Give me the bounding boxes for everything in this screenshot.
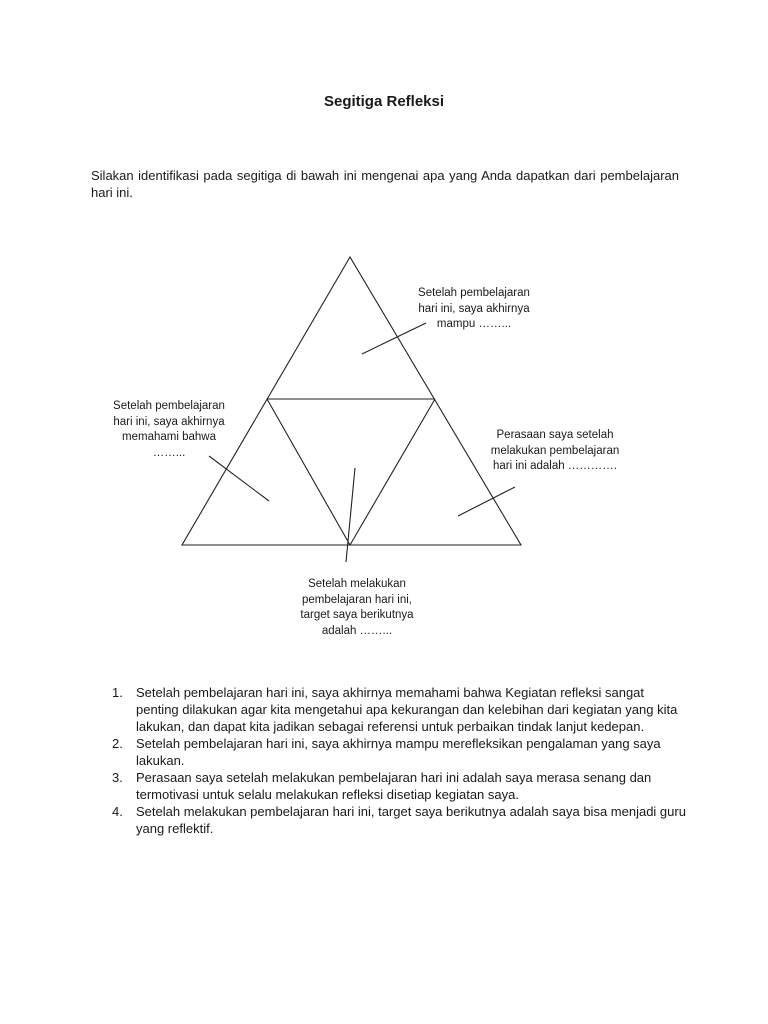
label-top-line: hari ini, saya akhirnya: [418, 302, 530, 315]
page-title: Segitiga Refleksi: [323, 93, 445, 110]
list-item-text: Setelah pembelajaran hari ini, saya akhirnya memahami bahwa Kegiatan refleksi sangat penting dilakukan agar kita mengetahui apa kekurangan dan kelebihan dari kegiatan yang kita lakukan, dan dapat kita jadikan sebagai referensi untuk perbaikan tindak lanjut kedepan.: [136, 685, 678, 734]
inner-triangle-left-edge: [267, 399, 350, 545]
label-bottom-section: [287, 577, 427, 639]
list-item-number: 1.: [112, 685, 123, 700]
label-left-line: Setelah pembelajaran: [113, 400, 225, 412]
list-item: [108, 684, 688, 735]
list-item-text: Setelah pembelajaran hari ini, saya akhirnya mampu merefleksikan pengalaman yang saya lakukan.: [136, 736, 661, 768]
label-bottom-line: pembelajaran hari ini,: [302, 593, 412, 606]
list-item: [108, 769, 688, 803]
inner-triangle-right-edge: [350, 399, 435, 545]
list-item: [108, 735, 688, 769]
label-top-section: [404, 286, 544, 333]
pointer-right: [458, 487, 515, 516]
label-left-line: memahami bahwa: [122, 431, 216, 443]
label-right-line: Perasaan saya setelah: [496, 429, 614, 441]
list-item-number: 3.: [112, 770, 123, 785]
label-bottom-line: target saya berikutnya: [300, 609, 414, 621]
list-item: [108, 803, 688, 837]
label-right-section: [480, 428, 630, 475]
label-bottom-line: adalah ……...: [321, 624, 393, 637]
list-item-text: Perasaan saya setelah melakukan pembelajaran hari ini adalah saya merasa senang dan termotivasi untuk selalu melakukan refleksi disetiap kegiatan saya.: [136, 770, 652, 802]
label-bottom-line: Setelah melakukan: [308, 578, 406, 590]
list-item-number: 4.: [112, 804, 123, 819]
pointer-bottom: [346, 468, 355, 562]
list-item-text: Setelah melakukan pembelajaran hari ini, target saya berikutnya adalah saya bisa menjadi guru yang reflektif.: [136, 804, 686, 836]
answers-list: [108, 684, 688, 837]
pointer-left: [209, 456, 269, 501]
label-left-line: ……...: [152, 446, 186, 459]
label-left-section: [98, 399, 240, 461]
label-top-line: mampu ……...: [436, 318, 512, 330]
label-right-line: hari ini adalah ………….: [493, 460, 617, 472]
intro-paragraph: Silakan identifikasi pada segitiga di bawah ini mengenai apa yang Anda dapatkan dari pembelajaran hari ini.: [91, 168, 679, 200]
label-top-line: Setelah pembelajaran: [418, 287, 530, 299]
label-left-line: hari ini, saya akhirnya: [113, 415, 225, 428]
list-item-number: 2.: [112, 736, 123, 751]
label-right-line: melakukan pembelajaran: [490, 444, 620, 457]
